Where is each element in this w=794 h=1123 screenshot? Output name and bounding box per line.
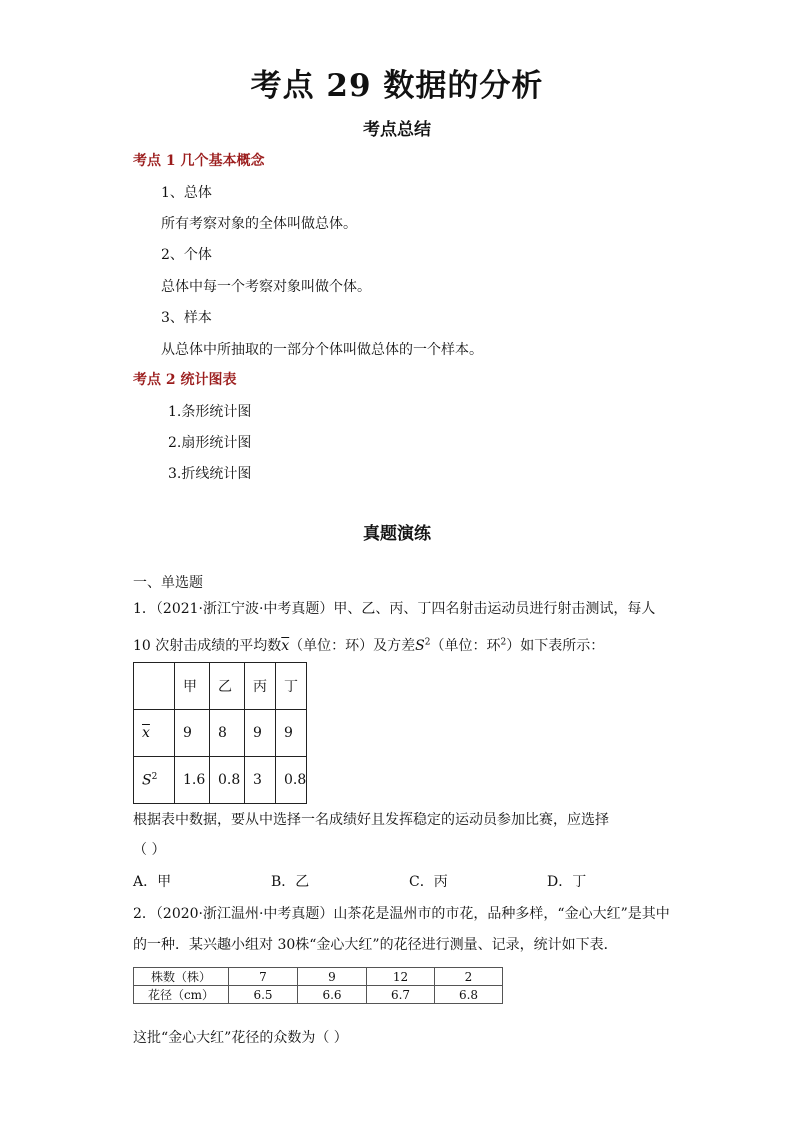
- section2-line: 1.条形统计图: [168, 404, 252, 420]
- table-cell: [134, 663, 175, 710]
- table-cell: 2: [435, 968, 503, 986]
- table-cell: 0.8: [210, 757, 245, 804]
- q1-line2-b: （单位：环）及方差: [289, 638, 416, 654]
- option-a: A．甲: [133, 874, 172, 890]
- table-cell: [134, 757, 175, 804]
- table-cell: 花径（cm）: [134, 986, 229, 1004]
- section1-line: 1、总体: [161, 185, 212, 201]
- table-row: [134, 710, 307, 757]
- section1-line: 2、个体: [161, 247, 212, 263]
- table-cell: 6.5: [229, 986, 298, 1004]
- q1-line3: 根据表中数据，要从中选择一名成绩好且发挥稳定的运动员参加比赛，应选择: [133, 812, 609, 828]
- table-row: [134, 986, 503, 1004]
- q1-line2-a: 10 次射击成绩的平均数: [133, 638, 282, 654]
- superscript: 2: [151, 771, 158, 782]
- mean-symbol: $\overline{x}$: [281, 638, 290, 654]
- mean-symbol: $\overline{x}$: [142, 725, 150, 741]
- table-cell: 乙: [210, 663, 245, 710]
- q1-table: [133, 662, 307, 804]
- superscript: 2: [500, 637, 507, 648]
- table-cell: 甲: [175, 663, 210, 710]
- variance-symbol: S: [142, 772, 152, 789]
- section1-line: 3、样本: [161, 310, 212, 326]
- q1-line2-c: （单位：环: [430, 638, 501, 654]
- q1-line2-d: ）如下表所示：: [506, 638, 605, 654]
- table-row: [134, 968, 503, 986]
- q1-line2: [133, 635, 604, 655]
- table-cell: 8: [210, 710, 245, 757]
- table-cell: 9: [245, 710, 276, 757]
- option-d: D．丁: [547, 874, 587, 890]
- table-cell: 株数（株）: [134, 968, 229, 986]
- table-cell: 9: [276, 710, 307, 757]
- section-heading-1: 考点 1 几个基本概念: [133, 153, 265, 169]
- table-cell: 丁: [276, 663, 307, 710]
- table-cell: 丙: [245, 663, 276, 710]
- table-cell: 9: [298, 968, 367, 986]
- option-c: C．丙: [409, 874, 448, 890]
- table-cell: 6.7: [367, 986, 435, 1004]
- table-cell: 12: [367, 968, 435, 986]
- table-cell: 9: [175, 710, 210, 757]
- table-cell: 7: [229, 968, 298, 986]
- section-heading-2: 考点 2 统计图表: [133, 372, 237, 388]
- table-row: [134, 663, 307, 710]
- table-cell: [134, 710, 175, 757]
- section1-line: 从总体中所抽取的一部分个体叫做总体的一个样本。: [161, 342, 483, 358]
- table-cell: 0.8: [276, 757, 307, 804]
- q1-line1: 1．（2021·浙江宁波·中考真题）甲、乙、丙、丁四名射击运动员进行射击测试，每人: [133, 601, 656, 617]
- table-cell: 3: [245, 757, 276, 804]
- superscript: 2: [424, 637, 431, 648]
- summary-heading: 考点总结: [363, 120, 431, 140]
- section2-line: 2.扇形统计图: [168, 435, 252, 451]
- variance-symbol: S: [415, 638, 425, 654]
- table-row: [134, 757, 307, 804]
- table-cell: 1.6: [175, 757, 210, 804]
- section2-line: 3.折线统计图: [168, 466, 252, 482]
- page-title: 考点 29 数据的分析: [250, 68, 544, 104]
- section1-line: 总体中每一个考察对象叫做个体。: [161, 279, 371, 295]
- q1-paren: （ ）: [133, 842, 166, 858]
- q2-line2: 的一种．某兴趣小组对 30株“金心大红”的花径进行测量、记录，统计如下表．: [133, 937, 618, 953]
- option-b: B．乙: [271, 874, 310, 890]
- table-cell: 6.6: [298, 986, 367, 1004]
- practice-heading: 真题演练: [363, 524, 431, 544]
- section1-line: 所有考察对象的全体叫做总体。: [161, 216, 357, 232]
- table-cell: 6.8: [435, 986, 503, 1004]
- part-label: 一、单选题: [133, 575, 203, 591]
- q2-table: [133, 967, 503, 1004]
- q2-line1: 2．（2020·浙江温州·中考真题）山茶花是温州市的市花，品种多样，“金心大红”是其中: [133, 906, 670, 922]
- q2-line3: 这批“金心大红”花径的众数为（ ）: [133, 1030, 348, 1046]
